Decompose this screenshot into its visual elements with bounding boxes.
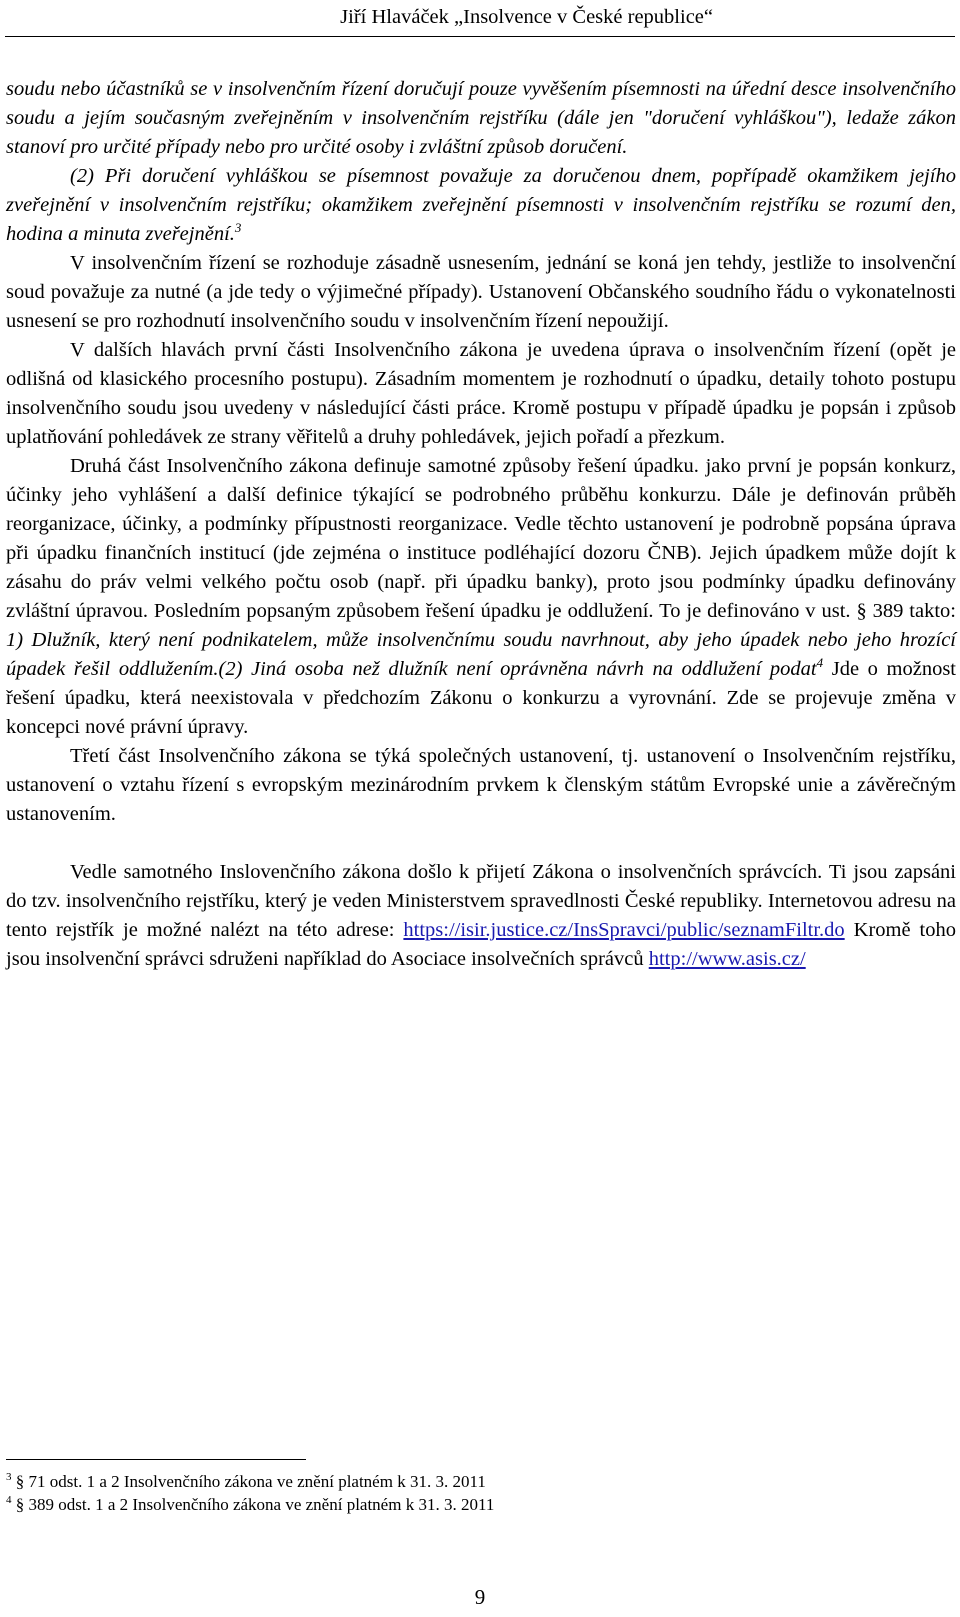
footnote-3 (6, 1470, 906, 1493)
footnote-number: 3 (6, 1471, 12, 1483)
administrators-text-mid: Kromě toho jsou insolvenční správci sdruženi například do Asociace insolvečních správců (6, 919, 956, 970)
paragraph-third-part: Třetí část Insolvenčního zákona se týká společných ustanovení, tj. ustanovení o Insolvenčním rejstříku, ustanovení o vztahu řízení s evropským mezinárodním prvkem k členským státům Evropské unie a závěrečným ustanovením. (6, 745, 956, 825)
footnote-text: § 389 odst. 1 a 2 Insolvenčního zákona ve znění platném k 31. 3. 2011 (11, 1495, 495, 1514)
body-text (6, 75, 956, 974)
page-number: 9 (474, 1585, 486, 1609)
paragraph-administrators (6, 858, 956, 974)
paragraph-second-part (6, 452, 956, 742)
footnote-text: § 71 odst. 1 a 2 Insolvenčního zákona ve znění platném k 31. 3. 2011 (11, 1472, 486, 1491)
quote-2-text: (2) Při doručení vyhláškou se písemnost považuje za doručenou dnem, popřípadě okamžikem jejího zveřejnění v insolvenčním rejstříku; okamžikem zveřejnění písemnosti v insolvenčním rejstříku se rozumí den, hodina a minuta zveřejnění. (6, 165, 956, 245)
footnote-4 (6, 1493, 906, 1516)
administrators-text: Vedle samotného Inslovenčního zákona došlo k přijetí Zákona o insolvenčních správcích. Ti jsou zapsáni do tzv. insolvenčního rejstříku, který je veden Ministerstvem spravedlnosti České republiky. Internetovou adresu na tento rejstřík je možné nalézt na této adrese: (6, 861, 956, 941)
footnotes (6, 1470, 906, 1516)
asis-link[interactable]: http://www.asis.cz/ (648, 948, 806, 970)
running-header: Jiří Hlaváček „Insolvence v České republice“ (340, 6, 713, 28)
second-part-text-end: Jde o možnost řešení úpadku, která neexistovala v předchozím Zákonu o konkurzu a vyrovnání. Zde se projevuje změna v koncepci nové právní úpravy. (6, 658, 957, 738)
paragraph-decisions: V insolvenčním řízení se rozhoduje zásadně usnesením, jednání se koná jen tehdy, jestliže to insolvenční soud považuje za nutné (a jde tedy o výjimečné případy). Ustanovení Občanského soudního řádu o vykonatelnosti usnesení se pro rozhodnutí insolvenčního soudu v insolvenčním řízení nepoužijí. (6, 252, 956, 332)
footnote-ref-4[interactable]: 4 (816, 655, 824, 671)
paragraph-gap (6, 829, 956, 858)
isir-link[interactable]: https://isir.justice.cz/InsSpravci/public/seznamFiltr.do (403, 919, 845, 941)
paragraph-quote-2 (6, 162, 956, 249)
footnote-separator (6, 1459, 306, 1460)
header-rule (5, 36, 955, 37)
footnote-ref-3[interactable]: 3 (234, 220, 242, 236)
footnote-number: 4 (6, 1494, 12, 1506)
paragraph-quote-continuation: soudu nebo účastníků se v insolvenčním řízení doručují pouze vyvěšením písemnosti na úřední desce insolvenčního soudu a jejím současným zveřejněním v insolvenčním rejstříku (dále jen "doručení vyhláškou"), ledaže zákon stanoví pro určité případy nebo pro určité osoby i zvláštní způsob doručení. (6, 78, 956, 158)
quote-389: 1) Dlužník, který není podnikatelem, může insolvenčnímu soudu navrhnout, aby jeho úpadek nebo jeho hrozící úpadek řešil oddlužením.(2) Jiná osoba než dlužník není oprávněna návrh na oddlužení podat (6, 629, 956, 680)
second-part-text: Druhá část Insolvenčního zákona definuje samotné způsoby řešení úpadku. jako první je popsán konkurz, účinky jeho vyhlášení a další definice týkající se podrobného průběhu konkurzu. Dále je definován průběh reorganizace, účinky, a podmínky přípustnosti reorganizace. Vedle těchto ustanovení je podrobně popsána úprava při úpadku finančních institucí (jde zejména o instituce podléhající dozoru ČNB). Jejich úpadkem může dojít k zásahu do práv velmi velkého počtu osob (např. při úpadku banky), proto jsou podmínky úpadku definovány zvláštní úpravou. Posledním popsaným způsobem řešení úpadku je oddlužení. To je definováno v ust. § 389 takto: (6, 455, 956, 622)
paragraph-procedure: V dalších hlavách první části Insolvenčního zákona je uvedena úprava o insolvenčním řízení (opět je odlišná od klasického procesního postupu). Zásadním momentem je rozhodnutí o úpadku, detaily tohoto postupu insolvenčního soudu jsou uvedeny v následující části práce. Kromě postupu v případě úpadku je popsán i způsob uplatňování pohledávek ze strany věřitelů a druhy pohledávek, jejich pořadí a přezkum. (6, 339, 956, 448)
